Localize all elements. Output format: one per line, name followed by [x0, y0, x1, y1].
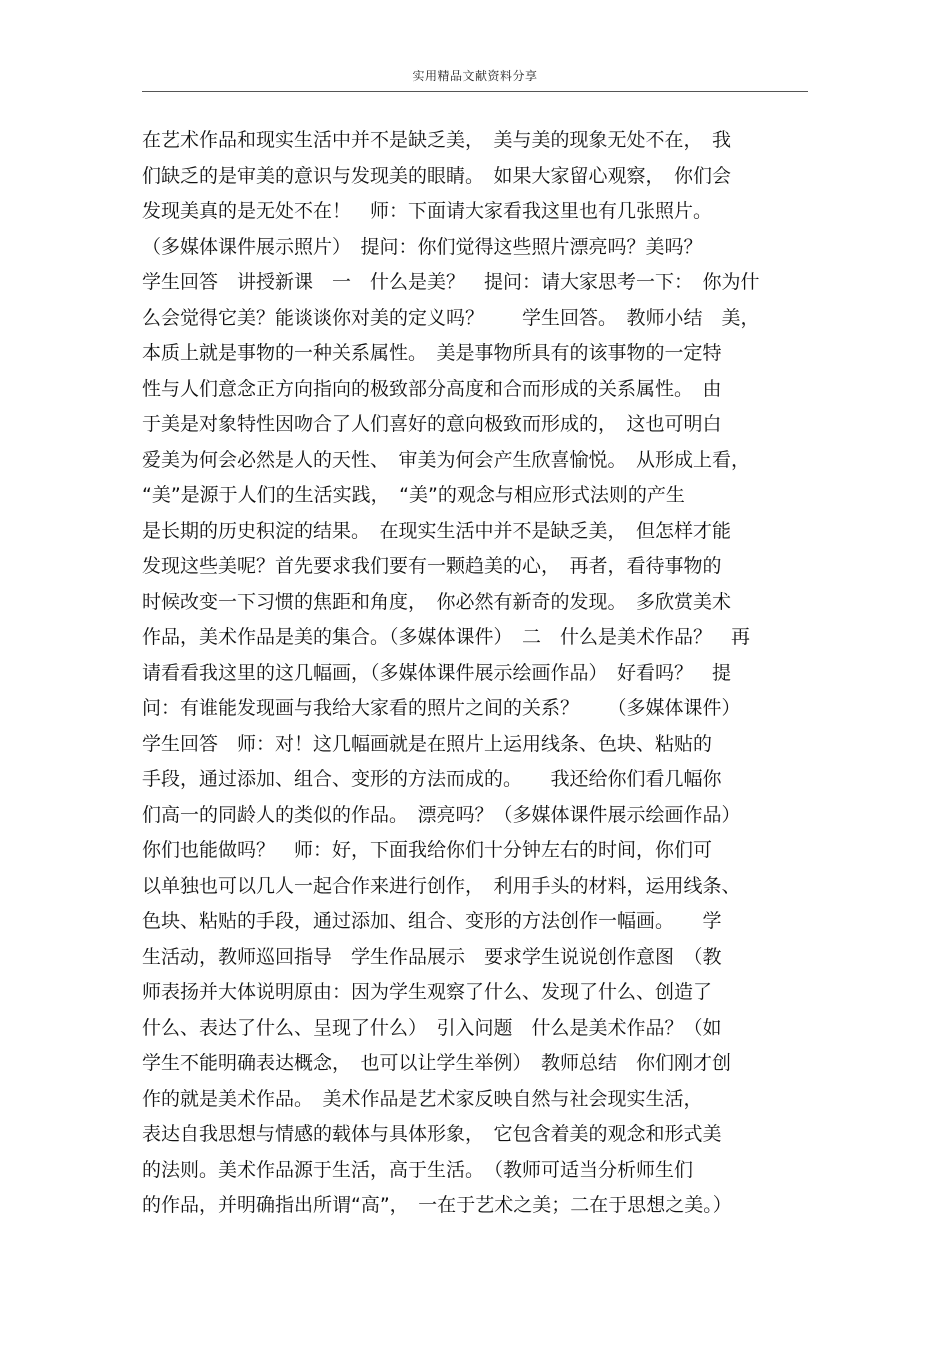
- header-divider: [142, 91, 808, 92]
- text-line: 请看看我这里的这几幅画，（多媒体课件展示绘画作品） 好看吗？ 提: [142, 661, 732, 684]
- text-line: 生活动，教师巡回指导 学生作品展示 要求学生说说创作意图 （教: [142, 945, 722, 968]
- text-line: 是长期的历史积淀的结果。 在现实生活中并不是缺乏美， 但怎样才能: [142, 519, 732, 542]
- text-line: 们高一的同龄人的类似的作品。 漂亮吗？（多媒体课件展示绘画作品）: [142, 803, 741, 826]
- text-line: 学生回答 讲授新课 一 什么是美？ 提问：请大家思考一下： 你为什: [142, 271, 760, 293]
- text-line: 发现美真的是无处不在！ 师：下面请大家看我这里也有几张照片。: [142, 200, 713, 222]
- text-line: 在艺术作品和现实生活中并不是缺乏美， 美与美的现象无处不在， 我: [142, 129, 732, 151]
- text-line: 学生不能明确表达概念， 也可以让学生举例） 教师总结 你们刚才创: [142, 1052, 732, 1074]
- text-line: 作的就是美术作品。 美术作品是艺术家反映自然与社会现实生活，: [142, 1087, 703, 1110]
- text-line: 手段，通过添加、组合、变形的方法而成的。 我还给你们看几幅你: [142, 768, 722, 790]
- text-line: 色块、粘贴的手段，通过添加、组合、变形的方法创作一幅画。 学: [142, 910, 722, 932]
- page-header: 实用精品文献资料分享: [412, 69, 538, 83]
- text-line: 你们也能做吗？ 师：好，下面我给你们十分钟左右的时间，你们可: [142, 839, 713, 861]
- text-line: 性与人们意念正方向指向的极致部分高度和合而形成的关系属性。 由: [142, 377, 722, 400]
- text-line: 以单独也可以几人一起合作来进行创作， 利用手头的材料，运用线条、: [142, 874, 741, 897]
- text-line: 本质上就是事物的一种关系属性。 美是事物所具有的该事物的一定特: [142, 342, 722, 364]
- text-line: 时候改变一下习惯的焦距和角度， 你必然有新奇的发现。 多欣赏美术: [142, 590, 732, 613]
- text-line: 表达自我思想与情感的载体与具体形象， 它包含着美的观念和形式美: [142, 1123, 722, 1145]
- text-line: 的法则。美术作品源于生活，高于生活。 （教师可适当分析师生们: [142, 1158, 694, 1181]
- text-line: 什么、表达了什么、呈现了什么） 引入问题 什么是美术作品？（如: [142, 1016, 722, 1039]
- text-line: 的作品，并明确指出所谓“高”， 一在于艺术之美；二在于思想之美。）: [142, 1194, 732, 1216]
- text-line: 们缺乏的是审美的意识与发现美的眼睛。 如果大家留心观察， 你们会: [142, 164, 732, 187]
- text-line: 问：有谁能发现画与我给大家看的照片之间的关系？ （多媒体课件）: [142, 697, 741, 719]
- text-line: （多媒体课件展示照片） 提问：你们觉得这些照片漂亮吗？美吗？: [142, 235, 703, 258]
- text-line: 学生回答 师：对！这几幅画就是在照片上运用线条、色块、粘贴的: [142, 732, 713, 755]
- text-line: 发现这些美呢？首先要求我们要有一颗趋美的心， 再者，看待事物的: [142, 555, 722, 577]
- text-line: 于美是对象特性因吻合了人们喜好的意向极致而形成的， 这也可明白: [142, 413, 722, 435]
- text-line: “美”是源于人们的生活实践， “美”的观念与相应形式法则的产生: [142, 484, 685, 506]
- text-line: 么会觉得它美？能谈谈你对美的定义吗？ 学生回答。 教师小结 美，: [142, 306, 760, 329]
- text-line: 作品，美术作品是美的集合。（多媒体课件） 二 什么是美术作品？ 再: [142, 626, 751, 648]
- text-line: 师表扬并大体说明原由：因为学生观察了什么、发现了什么、创造了: [142, 981, 713, 1003]
- body-text: [142, 123, 822, 1224]
- text-line: 爱美为何会必然是人的天性、 审美为何会产生欣喜愉悦。 从形成上看，: [142, 448, 751, 471]
